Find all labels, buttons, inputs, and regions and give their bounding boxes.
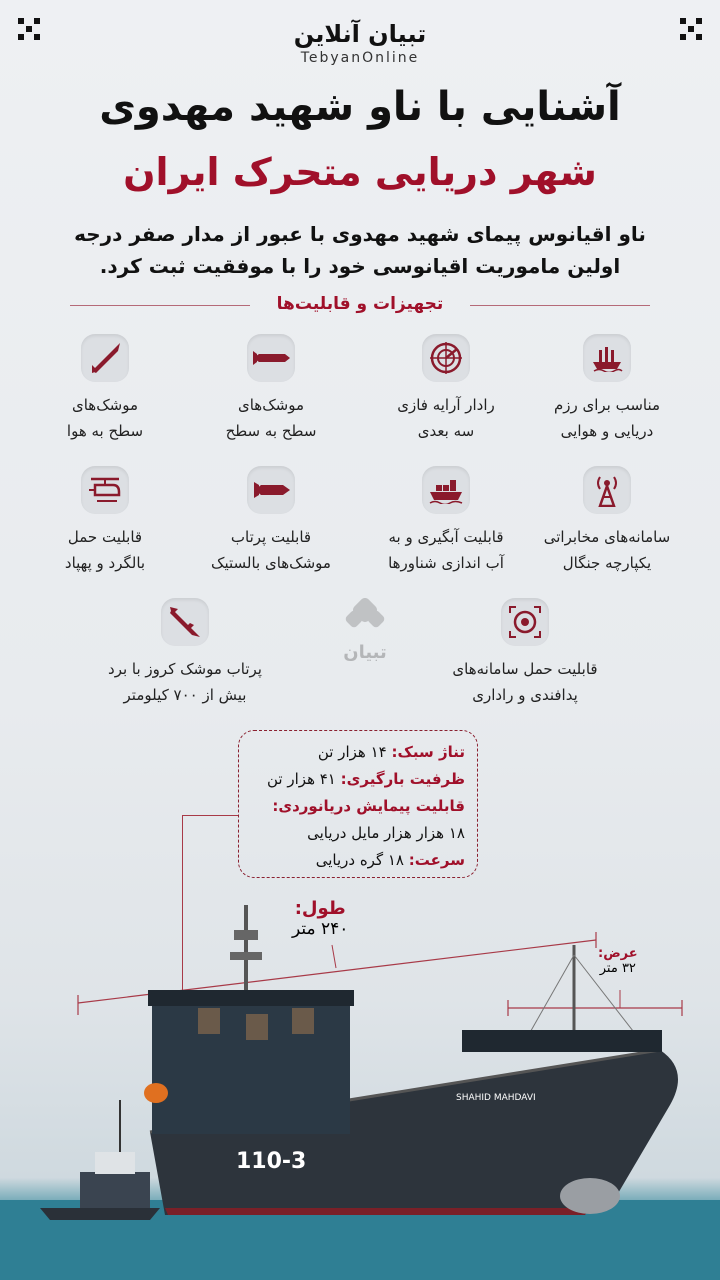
feature-line1: موشک‌های: [238, 396, 304, 414]
feature-line2: موشک‌های بالستیک: [211, 554, 331, 572]
feature-line2: بیش از ۷۰۰ کیلومتر: [123, 686, 247, 704]
feature-line1: قابلیت حمل سامانه‌های: [452, 660, 598, 678]
feature-line1: رادار آرایه فازی: [397, 396, 495, 414]
ship-illustration: [0, 890, 720, 1280]
ship-name: SHAHID MAHDAVI: [456, 1093, 536, 1103]
brand-name-en: TebyanOnline: [300, 50, 420, 66]
feature-line2: سطح به هوا: [66, 422, 144, 440]
watermark-text: تبیان: [343, 642, 387, 663]
feature-line2: دریایی و هوایی: [560, 422, 654, 440]
feature-line1: قابلیت حمل: [67, 528, 143, 546]
feature-line1: قابلیت پرتاب: [230, 528, 312, 546]
feature-line1: مناسب برای رزم: [553, 396, 661, 414]
spec-tonnage-label: تناژ سبک:: [391, 743, 465, 761]
spec-speed-value: ۱۸ گره دریایی: [315, 851, 404, 869]
spec-speed-label: سرعت:: [408, 851, 465, 869]
feature-line2: پدافندی و راداری: [472, 686, 578, 704]
hull-number: 110-3: [236, 1149, 307, 1174]
spec-tonnage-value: ۱۴ هزار تن: [317, 743, 387, 761]
feature-line2: آب اندازی شناورها: [388, 554, 504, 572]
width-value: ۳۲ متر: [599, 961, 636, 976]
feature-line1: سامانه‌های مخابراتی: [543, 528, 671, 546]
feature-line1: موشک‌های: [72, 396, 138, 414]
feature-line2: سطح به سطح: [225, 422, 317, 440]
page-subtitle: شهر دریایی متحرک ایران: [123, 150, 597, 194]
feature-line2: سه بعدی: [417, 422, 475, 440]
spec-capacity-value: ۴۱ هزار تن: [267, 770, 336, 788]
width-label: عرض:: [598, 946, 638, 961]
spec-range-value: ۱۸ هزار هزار مایل دریایی: [307, 824, 465, 842]
brand-name-fa: تبیان آنلاین: [293, 20, 427, 48]
length-label: طول:: [294, 898, 346, 919]
feature-line2: یکپارچه جنگال: [562, 554, 652, 572]
feature-line1: پرتاب موشک کروز با برد: [108, 660, 262, 678]
spec-capacity-label: ظرفیت بارگیری:: [340, 770, 465, 788]
length-value: ۲۴۰ متر: [292, 919, 349, 939]
description: ناو اقیانوس پیمای شهید مهدوی با عبور از مدار صفر درجه اولین ماموریت اقیانوسی خود را با موفقیت ثبت کرد.: [74, 222, 646, 278]
feature-line2: بالگرد و پهپاد: [64, 554, 146, 572]
section-title: تجهیزات و قابلیت‌ها: [276, 294, 444, 314]
page-title: آشنایی با ناو شهید مهدوی: [99, 84, 621, 130]
spec-range-label: قابلیت پیمایش دریانوردی:: [272, 797, 465, 815]
feature-line1: قابلیت آبگیری و به: [388, 528, 504, 546]
